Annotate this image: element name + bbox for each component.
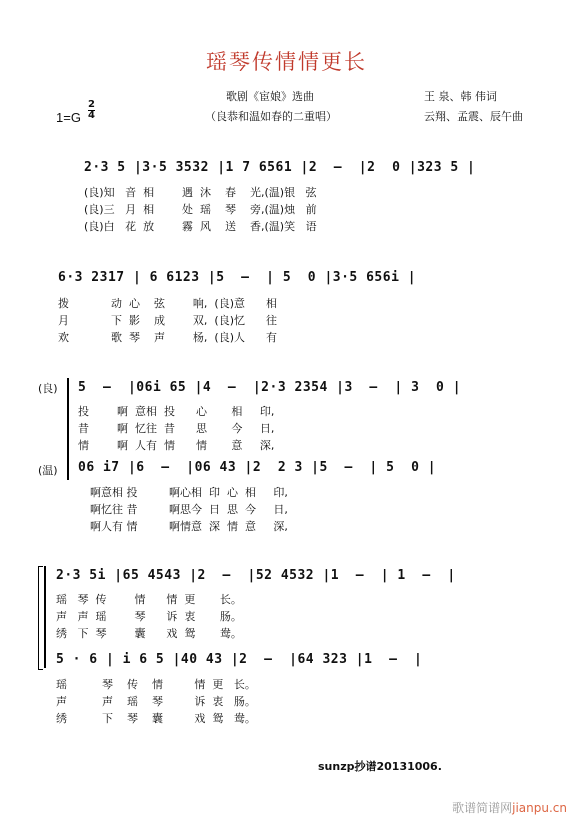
lyric-row-4-verse-3: 啊人有 情 啊情意 深 情 意 深, — [90, 520, 288, 533]
duet-note: （良恭和温如春的二重唱） — [205, 110, 337, 123]
system-bracket-2 — [44, 566, 46, 668]
notation-row-1: 2·3 5 |3·5 3532 |1 7 6561 |2 – |2 0 |323 5 | — [84, 160, 476, 175]
lyric-row-4-verse-2: 啊忆往 昔 啊思今 日 思 今 日, — [90, 503, 288, 516]
lyric-row-3-verse-2: 昔 啊 忆往 昔 思 今 日, — [78, 422, 275, 435]
time-signature-top: 2 — [88, 99, 95, 110]
part-label-liang: (良) — [38, 382, 58, 395]
transcriber-credit: sunzp抄谱20131006. — [318, 760, 442, 773]
lyric-row-5-verse-3: 绣 下 琴 囊 戏 鸳 鸯。 — [56, 627, 242, 640]
lyric-row-3-verse-3: 情 啊 人有 情 情 意 深, — [78, 439, 275, 452]
watermark-domain: jianpu.cn — [512, 801, 567, 815]
watermark-text: 歌谱简谱网 — [452, 801, 513, 815]
lyric-row-2-verse-2: 月 下 影 成 双, (良)忆 往 — [58, 314, 277, 327]
lyric-row-1-verse-3: (良)白 花 放 霧 风 送 香,(温)笑 语 — [84, 220, 317, 233]
lyric-row-5-verse-2: 声 声 瑶 琴 诉 衷 肠。 — [56, 610, 242, 623]
notation-row-6: 5 · 6 | i 6 5 |40 43 |2 – |64 323 |1 – | — [56, 652, 423, 667]
lyric-row-1-verse-1: (良)知 音 相 遇 沐 春 光,(温)银 弦 — [84, 186, 317, 199]
lyric-row-3-verse-1: 投 啊 意相 投 心 相 印, — [78, 405, 275, 418]
lyric-row-4-verse-1: 啊意相 投 啊心相 印 心 相 印, — [90, 486, 288, 499]
notation-row-3: 5 – |06i 65 |4 – |2·3 2354 |3 – | 3 0 | — [78, 380, 462, 395]
part-label-wen: (温) — [38, 464, 58, 477]
lyricist-credit: 王 泉、韩 伟词 — [424, 90, 497, 103]
lyric-row-1-verse-2: (良)三 月 相 处 瑶 琴 旁,(温)烛 前 — [84, 203, 317, 216]
lyric-row-6-verse-2: 声 声 瑶 琴 诉 衷 肠。 — [56, 695, 256, 708]
time-signature — [88, 100, 95, 121]
lyric-row-2-verse-3: 欢 歌 琴 声 杨, (良)人 有 — [58, 331, 277, 344]
lyric-row-2-verse-1: 拨 动 心 弦 响, (良)意 相 — [58, 297, 277, 310]
lyric-row-6-verse-1: 瑶 琴 传 情 情 更 长。 — [56, 678, 256, 691]
notation-row-2: 6·3 2317 | 6 6123 |5 – | 5 0 |3·5 656i | — [58, 270, 417, 285]
lyric-row-5-verse-1: 瑶 琴 传 情 情 更 长。 — [56, 593, 242, 606]
composer-credit: 云翔、孟震、辰午曲 — [424, 110, 523, 123]
lyric-row-6-verse-3: 绣 下 琴 囊 戏 鸳 鸯。 — [56, 712, 256, 725]
system-brace — [38, 566, 43, 670]
song-title: 瑶琴传情情更长 — [206, 50, 367, 74]
notation-row-4: 06 i7 |6 – |06 43 |2 2 3 |5 – | 5 0 | — [78, 460, 437, 475]
source-opera: 歌剧《宦娘》选曲 — [226, 90, 314, 103]
key-signature: 1=G — [56, 110, 81, 125]
notation-row-5: 2·3 5i |65 4543 |2 – |52 4532 |1 – | 1 – | — [56, 568, 456, 583]
time-signature-bottom: 4 — [88, 110, 95, 121]
site-watermark — [452, 799, 567, 816]
system-bracket — [67, 378, 69, 480]
